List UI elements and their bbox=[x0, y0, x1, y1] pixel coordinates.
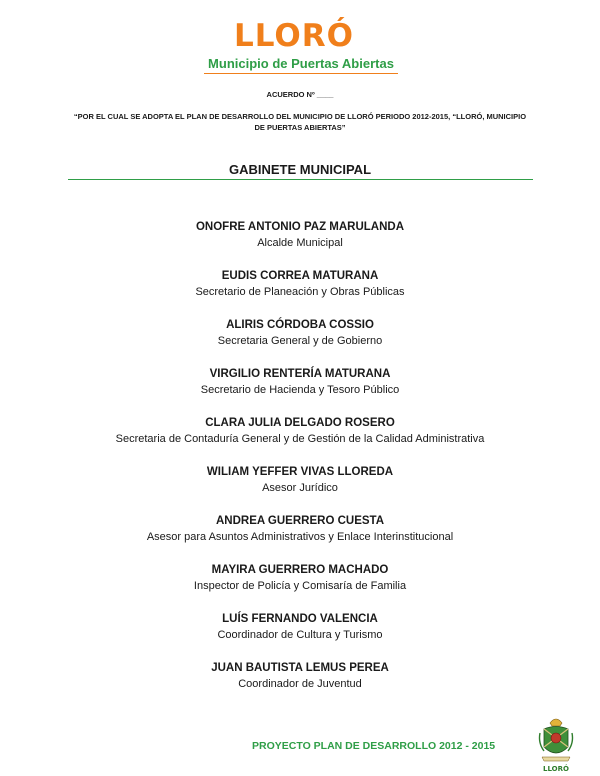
footer-text: PROYECTO PLAN DE DESARROLLO 2012 - 2015 bbox=[252, 740, 496, 752]
member-name: EUDIS CORREA MATURANA bbox=[221, 270, 379, 282]
member-name: CLARA JULIA DELGADO ROSERO bbox=[205, 417, 395, 429]
cabinet-member bbox=[0, 317, 600, 366]
cabinet-member bbox=[0, 268, 600, 317]
member-role: Secretario de Planeación y Obras Públicas bbox=[195, 286, 405, 298]
member-name: JUAN BAUTISTA LEMUS PEREA bbox=[211, 662, 389, 674]
member-role: Inspector de Policía y Comisaría de Familia bbox=[193, 580, 407, 592]
acuerdo-number: ACUERDO Nº ____ bbox=[266, 90, 334, 99]
seal-label: LLORÓ bbox=[543, 765, 569, 773]
member-role: Alcalde Municipal bbox=[257, 237, 343, 249]
member-name: ANDREA GUERRERO CUESTA bbox=[215, 515, 385, 527]
member-role: Secretario de Hacienda y Tesoro Público bbox=[200, 384, 400, 396]
letterhead bbox=[0, 18, 600, 74]
cabinet-member bbox=[0, 415, 600, 464]
member-name: MAYIRA GUERRERO MACHADO bbox=[211, 564, 389, 576]
member-role: Coordinador de Juventud bbox=[238, 678, 362, 690]
member-role: Secretaria de Contaduría General y de Gestión de la Calidad Administrativa bbox=[115, 433, 485, 445]
municipality-slogan: Municipio de Puertas Abiertas bbox=[204, 54, 398, 74]
member-role: Coordinador de Cultura y Turismo bbox=[217, 629, 383, 641]
municipality-logo-title: LLORÓ bbox=[234, 18, 354, 54]
member-role: Asesor para Asuntos Administrativos y Enlace Interinstitucional bbox=[146, 531, 454, 543]
member-role: Secretaria General y de Gobierno bbox=[217, 335, 383, 347]
member-name: ONOFRE ANTONIO PAZ MARULANDA bbox=[195, 221, 405, 233]
cabinet-member bbox=[0, 464, 600, 513]
cabinet-member bbox=[0, 611, 600, 660]
cabinet-member bbox=[0, 219, 600, 268]
cabinet-member bbox=[0, 513, 600, 562]
cabinet-member bbox=[0, 562, 600, 611]
cabinet-member bbox=[0, 366, 600, 415]
section-title: GABINETE MUNICIPAL bbox=[228, 162, 372, 177]
member-name: LUÍS FERNANDO VALENCIA bbox=[222, 613, 378, 625]
municipal-seal-icon bbox=[536, 713, 576, 773]
acuerdo-reference: “POR EL CUAL SE ADOPTA EL PLAN DE DESARROLLO DEL MUNICIPIO DE LLORÓ PERIODO 2012-2015, “LLORÓ, MUNICIPIO DE PUERTAS ABIERTAS” bbox=[73, 112, 527, 132]
section-divider bbox=[68, 179, 533, 180]
member-name: VIRGILIO RENTERÍA MATURANA bbox=[209, 368, 391, 380]
member-name: WILIAM YEFFER VIVAS LLOREDA bbox=[206, 466, 394, 478]
cabinet-list bbox=[0, 219, 600, 709]
member-name: ALIRIS CÓRDOBA COSSIO bbox=[226, 319, 374, 331]
member-role: Asesor Jurídico bbox=[262, 482, 338, 494]
cabinet-member bbox=[0, 660, 600, 709]
